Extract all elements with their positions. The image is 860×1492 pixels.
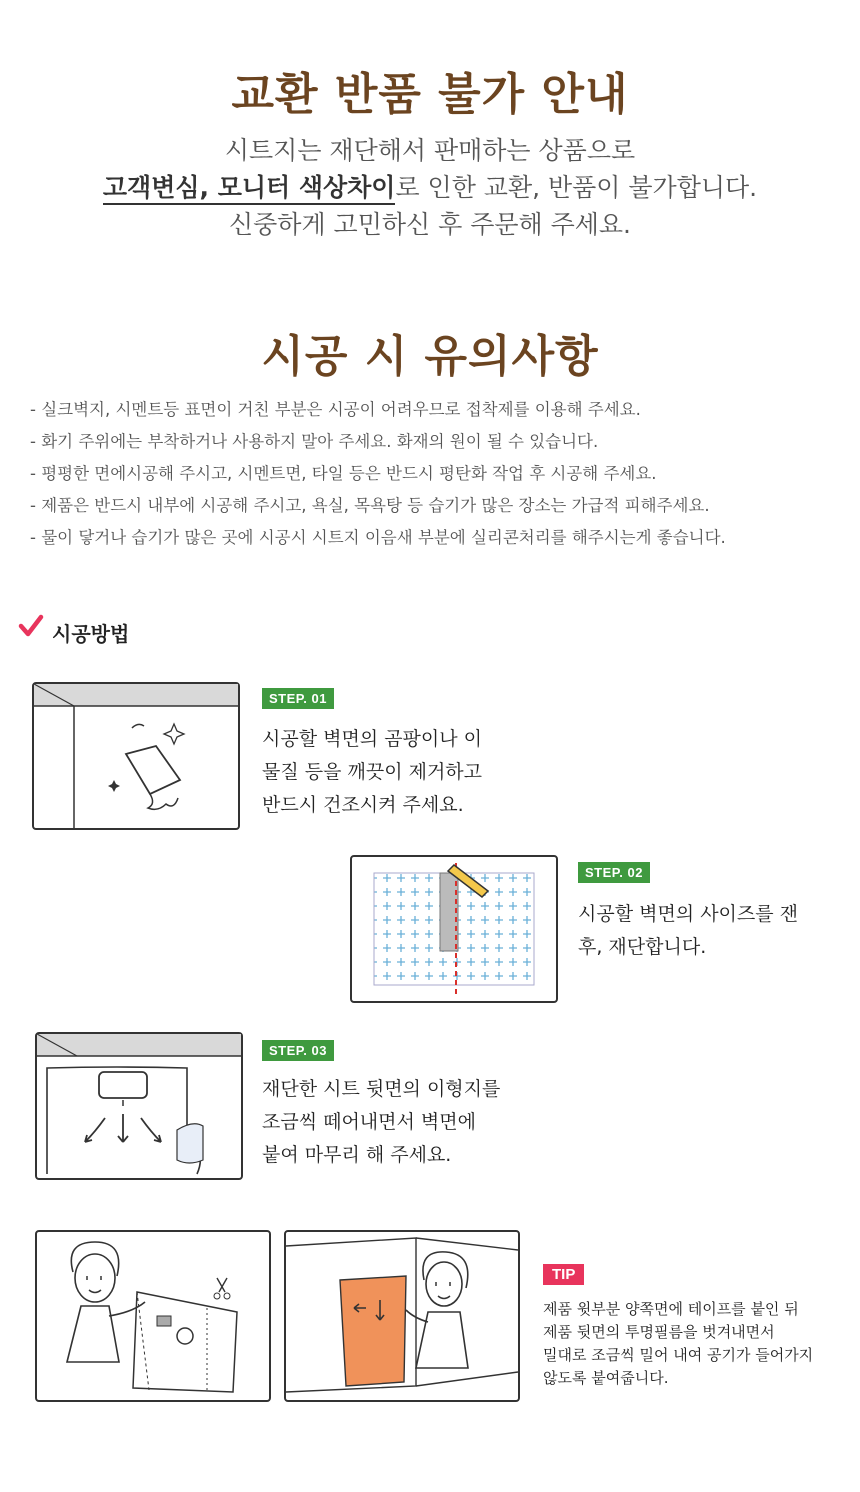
exchange-title: 교환 반품 불가 안내: [231, 69, 629, 120]
tip-text: [543, 1298, 813, 1390]
step2-line: 후, 재단합니다.: [578, 936, 707, 958]
tip-line: 제품 뒷면의 투명필름을 벗겨내면서: [543, 1323, 775, 1341]
exchange-notice: [0, 132, 860, 243]
step1-illustration: [32, 682, 240, 830]
step3-illustration: [35, 1032, 243, 1180]
caution-list: [30, 394, 850, 554]
caution-item: - 평평한 면에시공해 주시고, 시멘트면, 타일 등은 반드시 평탄화 작업 후 시공해 주세요.: [30, 464, 657, 483]
exchange-line-1: 시트지는 재단해서 판매하는 상품으로: [224, 136, 636, 165]
step3-line: 붙여 마무리 해 주세요.: [262, 1144, 452, 1166]
step3-line: 재단한 시트 뒷면의 이형지를: [262, 1078, 501, 1100]
exchange-line-2: [0, 169, 860, 206]
caution-title: 시공 시 유의사항: [261, 331, 599, 382]
tip-line: 제품 윗부분 양쪽면에 테이프를 붙인 뒤: [543, 1300, 799, 1318]
tip-illustration-left: [35, 1230, 271, 1402]
exchange-emphasis: 고객변심, 모니터 색상차이: [103, 173, 396, 205]
caution-item: - 실크벽지, 시멘트등 표면이 거친 부분은 시공이 어려우므로 접착제를 이용해 주세요.: [30, 400, 641, 419]
step1-badge: STEP. 01: [262, 688, 334, 709]
tip-line: 밀대로 조금씩 밀어 내여 공기가 들어가지: [543, 1346, 814, 1364]
step3-line: 조금씩 떼어내면서 벽면에: [262, 1111, 476, 1133]
step1-line: 물질 등을 깨끗이 제거하고: [262, 761, 483, 783]
step1-text: [262, 723, 482, 822]
step3-badge: STEP. 03: [262, 1040, 334, 1061]
step2-illustration: [350, 855, 558, 1003]
tip-badge: TIP: [543, 1264, 584, 1285]
checkmark-icon: [18, 614, 44, 638]
caution-item: - 물이 닿거나 습기가 많은 곳에 시공시 시트지 이음새 부분에 실리콘처리를 해주시는게 좋습니다.: [30, 528, 726, 547]
step3-text: [262, 1073, 500, 1172]
step1-line: 시공할 벽면의 곰팡이나 이: [262, 728, 483, 750]
step1-line: 반드시 건조시켜 주세요.: [262, 794, 464, 816]
exchange-line-3: 신중하게 고민하신 후 주문해 주세요.: [229, 210, 631, 239]
step2-text: [578, 898, 798, 964]
tip-illustration-right: [284, 1230, 520, 1402]
caution-item: - 제품은 반드시 내부에 시공해 주시고, 욕실, 목욕탕 등 습기가 많은 장소는 가급적 피해주세요.: [30, 496, 710, 515]
caution-item: - 화기 주위에는 부착하거나 사용하지 말아 주세요. 화재의 원이 될 수 있습니다.: [30, 432, 599, 451]
tip-line: 않도록 붙여줍니다.: [543, 1369, 669, 1387]
step2-badge: STEP. 02: [578, 862, 650, 883]
exchange-line-2-rest: 로 인한 교환, 반품이 불가합니다.: [395, 173, 758, 202]
method-heading: 시공방법: [52, 622, 130, 646]
step2-line: 시공할 벽면의 사이즈를 잰: [578, 903, 799, 925]
